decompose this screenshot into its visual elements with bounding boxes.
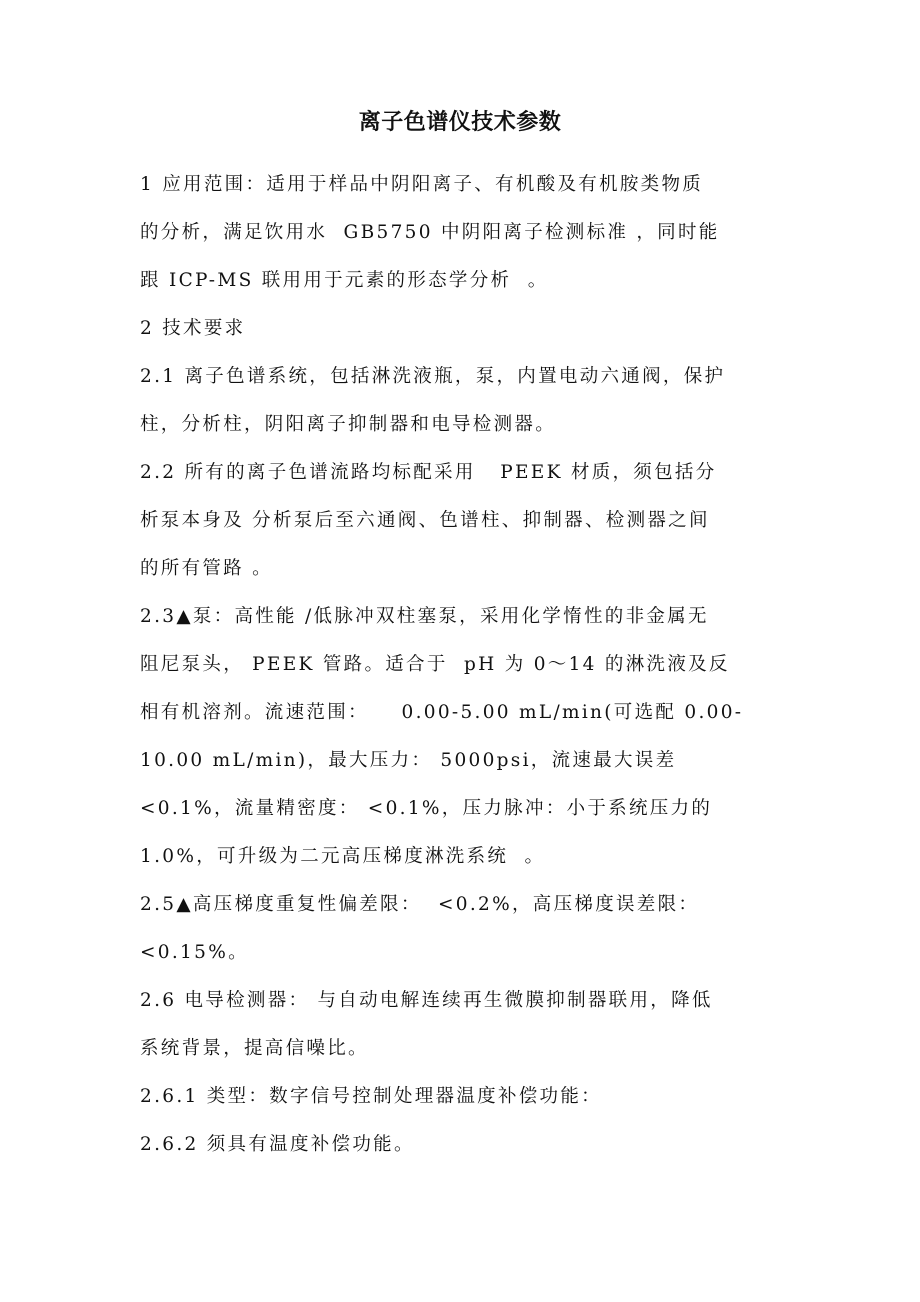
paragraph-line: 相有机溶剂。流速范围： 0.00-5.00 mL/min(可选配 0.00- xyxy=(140,702,744,723)
paragraph-line: 10.00 mL/min)，最大压力： 5000psi，流速最大误差 xyxy=(140,750,677,771)
paragraph-line: 析泵本身及 分析泵后至六通阀、色谱柱、抑制器、检测器之间 xyxy=(140,510,710,531)
paragraph-line: 跟 ICP-MS 联用用于元素的形态学分析 。 xyxy=(140,270,549,291)
paragraph-line: <0.15%。 xyxy=(140,942,249,963)
paragraph-line: 2.1 离子色谱系统，包括淋洗液瓶，泵，内置电动六通阀，保护 xyxy=(140,366,726,387)
paragraph-line: 系统背景，提高信噪比。 xyxy=(140,1038,369,1059)
paragraph-line: 2.3▲泵：高性能 /低脉冲双柱塞泵，采用化学惰性的非金属无 xyxy=(140,606,709,627)
paragraph-line: 2.6.1 类型：数字信号控制处理器温度补偿功能： xyxy=(140,1086,602,1107)
paragraph-line: 2.6.2 须具有温度补偿功能。 xyxy=(140,1134,415,1155)
paragraph-line: 的所有管路 。 xyxy=(140,558,273,579)
paragraph-line: 2.5▲高压梯度重复性偏差限： <0.2%，高压梯度误差限： xyxy=(140,894,700,915)
paragraph-line: 2.2 所有的离子色谱流路均标配采用 PEEK 材质，须包括分 xyxy=(140,462,717,483)
paragraph-line: 1 应用范围：适用于样品中阴阳离子、有机酸及有机胺类物质 xyxy=(140,174,704,195)
paragraph-line: <0.1%，流量精密度： <0.1%，压力脉冲：小于系统压力的 xyxy=(140,798,713,819)
paragraph-line: 2.6 电导检测器： 与自动电解连续再生微膜抑制器联用，降低 xyxy=(140,990,713,1011)
document-title: 离子色谱仪技术参数 xyxy=(358,110,562,135)
section-heading: 2 技术要求 xyxy=(140,318,246,339)
paragraph-line: 阻尼泵头， PEEK 管路。适合于 pH 为 0～14 的淋洗液及反 xyxy=(140,654,730,675)
paragraph-line: 的分析，满足饮用水 GB5750 中阴阳离子检测标准 ，同时能 xyxy=(140,222,720,243)
paragraph-line: 1.0%，可升级为二元高压梯度淋洗系统 。 xyxy=(140,846,546,867)
paragraph-line: 柱，分析柱，阴阳离子抑制器和电导检测器。 xyxy=(140,414,557,435)
